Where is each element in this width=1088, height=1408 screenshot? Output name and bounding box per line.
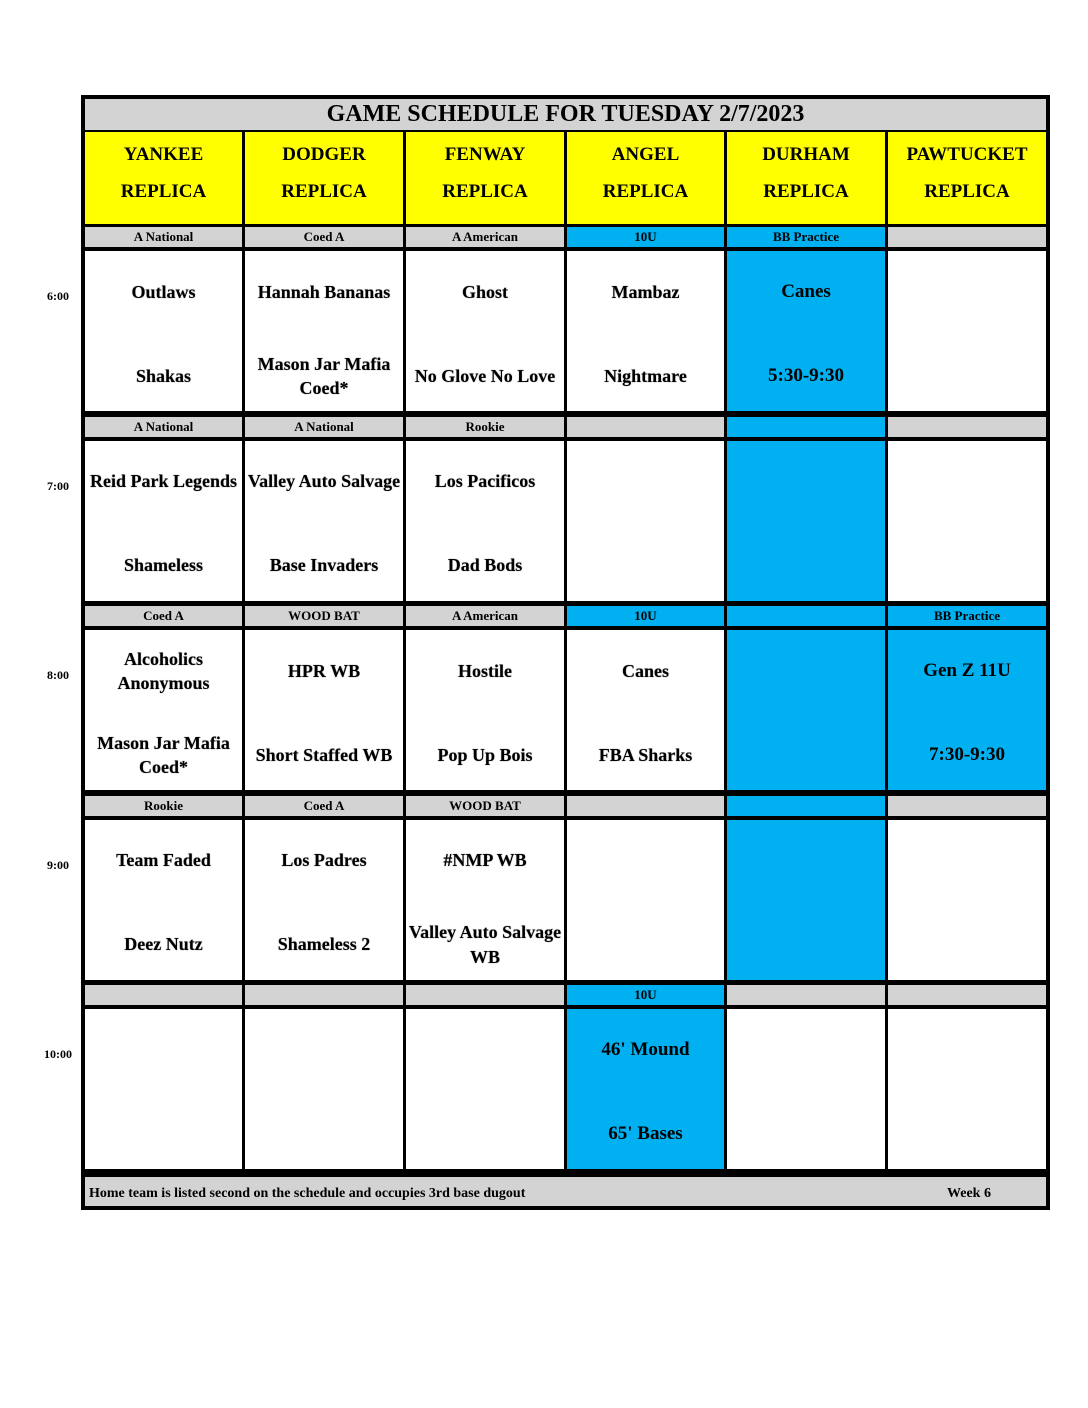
division-label: A American (406, 227, 564, 247)
division-label (727, 796, 885, 816)
footer-bar (85, 1177, 1046, 1206)
division-label (567, 417, 724, 437)
home-team (888, 348, 1046, 404)
game-cell[interactable] (888, 1009, 1046, 1169)
home-team: 65' Bases (608, 1123, 683, 1145)
home-team: Deez Nutz (124, 934, 203, 955)
division-label (727, 606, 885, 626)
away-team (888, 1022, 1046, 1078)
home-team (727, 917, 885, 973)
game-cell[interactable] (567, 441, 724, 601)
home-team (727, 538, 885, 594)
home-team (888, 1106, 1046, 1162)
division-label (888, 796, 1046, 816)
game-cell[interactable] (85, 1009, 242, 1169)
away-team (727, 1022, 885, 1078)
home-team (727, 1106, 885, 1162)
away-team: Los Pacificos (434, 471, 536, 492)
home-team (245, 1106, 403, 1162)
home-team (567, 538, 724, 594)
home-team (406, 1106, 564, 1162)
home-team: No Glove No Love (414, 365, 556, 386)
division-label (888, 417, 1046, 437)
game-cell[interactable] (406, 441, 564, 601)
away-team: Valley Auto Salvage (247, 471, 401, 492)
game-cell[interactable] (245, 441, 403, 601)
division-label: Coed A (245, 227, 403, 247)
game-cell[interactable] (727, 1009, 885, 1169)
time-label: 8:00 (47, 668, 69, 682)
home-team: 5:30-9:30 (768, 365, 844, 387)
field-subtitle: REPLICA (120, 181, 207, 202)
field-header-pawtucket (888, 132, 1046, 224)
away-team: Canes (781, 281, 831, 303)
game-cell[interactable] (727, 630, 885, 790)
away-team: HPR WB (287, 660, 361, 681)
field-header-durham (727, 132, 885, 224)
game-cell[interactable] (85, 441, 242, 601)
home-team: 7:30-9:30 (929, 744, 1005, 766)
division-label: 10U (567, 606, 724, 626)
division-label: A National (85, 227, 242, 247)
division-label (727, 985, 885, 1005)
home-team (888, 538, 1046, 594)
away-team (567, 833, 724, 889)
home-team: Pop Up Bois (437, 744, 533, 765)
field-name: YANKEE (123, 144, 204, 165)
home-team: Shameless (123, 555, 203, 576)
division-label (727, 417, 885, 437)
game-cell[interactable] (406, 1009, 564, 1169)
field-name: ANGEL (611, 144, 680, 165)
division-label: WOOD BAT (245, 606, 403, 626)
game-cell[interactable] (567, 1009, 724, 1169)
home-team: Mason Jar Mafia Coed* (97, 732, 230, 777)
division-label: BB Practice (888, 606, 1046, 626)
away-team (245, 1022, 403, 1078)
field-subtitle: REPLICA (763, 181, 849, 202)
game-cell[interactable] (85, 820, 242, 980)
division-label: A National (245, 417, 403, 437)
game-cell[interactable] (567, 251, 724, 411)
field-subtitle: REPLICA (924, 181, 1010, 202)
away-team (727, 833, 885, 889)
home-team (85, 1106, 242, 1162)
division-label: A American (406, 606, 564, 626)
field-subtitle: REPLICA (442, 181, 528, 202)
division-label: Rookie (85, 796, 242, 816)
game-cell[interactable] (245, 251, 403, 411)
game-cell[interactable] (245, 820, 403, 980)
away-team: 46' Mound (601, 1039, 690, 1061)
away-team: #NMP WB (443, 850, 527, 871)
game-cell[interactable] (406, 251, 564, 411)
division-label: A National (85, 417, 242, 437)
division-label: 10U (567, 985, 724, 1005)
away-team: Gen Z 11U (923, 660, 1011, 682)
away-team (406, 1022, 564, 1078)
away-team: Los Padres (281, 850, 367, 871)
field-subtitle: REPLICA (281, 181, 367, 202)
away-team (567, 454, 724, 510)
game-cell[interactable] (727, 441, 885, 601)
away-team: Reid Park Legends (89, 471, 237, 492)
away-team: Hostile (458, 660, 512, 681)
away-team: Team Faded (116, 850, 211, 871)
division-label: 10U (567, 227, 724, 247)
division-label (567, 796, 724, 816)
field-name: PAWTUCKET (906, 144, 1028, 165)
time-label: 6:00 (47, 289, 69, 303)
time-label: 9:00 (47, 857, 69, 872)
away-team (727, 643, 885, 699)
away-team (888, 264, 1046, 320)
division-label: Coed A (85, 606, 242, 626)
home-team: FBA Sharks (598, 744, 693, 765)
game-cell[interactable] (85, 630, 242, 790)
field-header-angel (567, 132, 724, 224)
field-name: DODGER (282, 144, 366, 165)
game-cell[interactable] (888, 251, 1046, 411)
division-label (406, 985, 564, 1005)
home-team: Nightmare (604, 365, 687, 386)
division-label: BB Practice (727, 227, 885, 247)
game-cell[interactable] (245, 1009, 403, 1169)
away-team (85, 1022, 242, 1078)
game-cell[interactable] (567, 820, 724, 980)
game-cell[interactable] (567, 630, 724, 790)
home-team: Shakas (135, 365, 192, 386)
home-team: Dad Bods (447, 555, 523, 576)
division-label (888, 985, 1046, 1005)
home-team: Mason Jar Mafia Coed* (257, 353, 391, 398)
away-team (888, 454, 1046, 510)
home-team (888, 917, 1046, 973)
division-label (245, 985, 403, 1005)
game-cell[interactable] (85, 251, 242, 411)
game-cell[interactable] (406, 820, 564, 980)
division-label: Rookie (406, 417, 564, 437)
field-header-dodger (245, 132, 403, 224)
division-label: WOOD BAT (406, 796, 564, 816)
home-team: Shameless 2 (277, 934, 371, 955)
field-name: FENWAY (444, 144, 526, 165)
field-name: DURHAM (762, 144, 850, 165)
time-label: 7:00 (47, 478, 69, 493)
game-cell[interactable] (727, 820, 885, 980)
home-team: Short Staffed WB (255, 744, 393, 765)
schedule-title: GAME SCHEDULE FOR TUESDAY 2/7/2023 (85, 99, 1046, 130)
home-team (727, 727, 885, 783)
home-team (567, 917, 724, 973)
game-cell[interactable] (245, 630, 403, 790)
away-team: Alcoholics Anonymous (117, 648, 210, 693)
field-header-fenway (406, 132, 564, 224)
game-cell[interactable] (727, 251, 885, 411)
field-subtitle: REPLICA (602, 181, 689, 202)
game-cell[interactable] (888, 820, 1046, 980)
week-label: Week 6 (947, 1186, 991, 1201)
home-team: Valley Auto Salvage WB (408, 922, 562, 967)
footer-note: Home team is listed second on the schedule and occupies 3rd base dugout (89, 1186, 526, 1201)
away-team: Mambaz (611, 281, 680, 302)
field-header-yankee (85, 132, 242, 224)
division-label (85, 985, 242, 1005)
division-label (888, 227, 1046, 247)
away-team: Outlaws (131, 281, 196, 302)
game-cell[interactable] (406, 630, 564, 790)
time-label: 10:00 (44, 1047, 72, 1061)
away-team: Canes (621, 660, 669, 681)
division-label: Coed A (245, 796, 403, 816)
game-cell[interactable] (888, 630, 1046, 790)
schedule-table (81, 95, 1050, 1210)
game-cell[interactable] (888, 441, 1046, 601)
away-team: Ghost (461, 281, 508, 302)
home-team: Base Invaders (269, 555, 379, 576)
away-team (888, 833, 1046, 889)
away-team: Hannah Bananas (257, 281, 391, 302)
away-team (727, 454, 885, 510)
